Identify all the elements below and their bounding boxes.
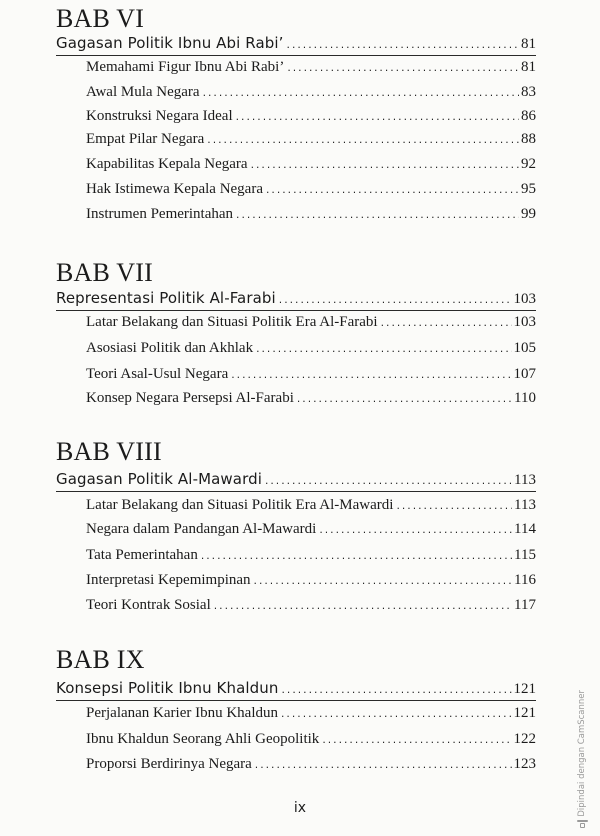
toc-item [86, 181, 536, 201]
item-page: 122 [513, 731, 536, 747]
chapter-page: 113 [514, 472, 536, 488]
dot-leader [286, 41, 519, 51]
item-title: Awal Mula Negara [86, 84, 200, 100]
chapter-title: Gagasan Politik Ibnu Abi Rabi’ [56, 34, 284, 52]
item-page: 121 [513, 705, 536, 721]
toc-item [86, 572, 536, 592]
bab-heading: BAB IX [56, 645, 145, 674]
item-title: Hak Istimewa Kepala Negara [86, 181, 263, 197]
item-page: 95 [521, 181, 536, 197]
dot-leader [286, 64, 519, 74]
dot-leader [380, 319, 512, 329]
dot-leader [230, 371, 511, 381]
dot-leader [321, 736, 511, 746]
dot-leader [213, 602, 512, 612]
toc-item [86, 131, 536, 151]
dot-leader [265, 186, 519, 196]
dot-leader [202, 89, 519, 99]
dot-leader [264, 477, 512, 487]
item-title: Kapabilitas Kepala Negara [86, 156, 248, 172]
item-page: 107 [513, 366, 536, 382]
chapter-title: Konsepsi Politik Ibnu Khaldun [56, 679, 279, 697]
dot-leader [206, 136, 519, 146]
chapter-entry [56, 289, 536, 309]
item-title: Latar Belakang dan Situasi Politik Era Al-Mawardi [86, 497, 394, 513]
chapter-entry [56, 34, 536, 54]
item-title: Interpretasi Kepemimpinan [86, 572, 251, 588]
bab-heading: BAB VIII [56, 437, 162, 466]
toc-item [86, 84, 536, 104]
dot-leader [280, 686, 511, 696]
item-title: Asosiasi Politik dan Akhlak [86, 340, 254, 356]
item-title: Proporsi Berdirinya Negara [86, 756, 252, 772]
toc-item [86, 108, 536, 128]
toc-item [86, 756, 536, 776]
dot-leader [250, 161, 519, 171]
item-title: Instrumen Pemerintahan [86, 206, 234, 222]
item-title: Teori Asal-Usul Negara [86, 366, 229, 382]
chapter-title: Gagasan Politik Al-Mawardi [56, 470, 262, 488]
chapter-page: 81 [521, 36, 536, 52]
dot-leader [296, 395, 512, 405]
chapter-underline [56, 491, 536, 492]
dot-leader [280, 710, 511, 720]
chapter-page: 121 [513, 681, 536, 697]
dot-leader [318, 526, 512, 536]
toc-item [86, 597, 536, 617]
item-page: 81 [521, 59, 536, 75]
toc-item [86, 340, 536, 360]
item-page: 99 [521, 206, 536, 222]
item-page: 116 [514, 572, 536, 588]
item-title: Negara dalam Pandangan Al-Mawardi [86, 521, 317, 537]
toc-item [86, 366, 536, 386]
bab-heading: BAB VII [56, 258, 153, 287]
dot-leader [254, 761, 512, 771]
page-number: ix [293, 800, 307, 816]
chapter-underline [56, 310, 536, 311]
chapter-title: Representasi Politik Al-Farabi [56, 289, 276, 307]
dot-leader [278, 296, 512, 306]
item-title: Empat Pilar Negara [86, 131, 205, 147]
item-page: 105 [513, 340, 536, 356]
toc-item [86, 521, 536, 541]
toc-item [86, 206, 536, 226]
item-page: 86 [521, 108, 536, 124]
toc-item [86, 59, 536, 79]
camscanner-logo-icon [577, 820, 588, 822]
dot-leader [253, 577, 513, 587]
item-page: 114 [514, 521, 536, 537]
item-page: 115 [514, 547, 536, 563]
dot-leader [395, 502, 512, 512]
chapter-underline [56, 700, 536, 701]
toc-item [86, 705, 536, 725]
item-page: 103 [513, 314, 536, 330]
item-page: 92 [521, 156, 536, 172]
chapter-underline [56, 55, 536, 56]
chapter-page: 103 [513, 291, 536, 307]
scanner-watermark [572, 690, 592, 820]
item-title: Memahami Figur Ibnu Abi Rabi’ [86, 59, 285, 75]
item-title: Tata Pemerintahan [86, 547, 198, 563]
toc-item [86, 497, 536, 517]
item-page: 110 [514, 390, 536, 406]
chapter-entry [56, 679, 536, 699]
bab-heading: BAB VI [56, 4, 145, 33]
item-page: 88 [521, 131, 536, 147]
item-page: 83 [521, 84, 536, 100]
item-title: Konstruksi Negara Ideal [86, 108, 233, 124]
item-title: Ibnu Khaldun Seorang Ahli Geopolitik [86, 731, 320, 747]
item-title: Konsep Negara Persepsi Al-Farabi [86, 390, 294, 406]
item-title: Teori Kontrak Sosial [86, 597, 211, 613]
toc-item [86, 731, 536, 751]
dot-leader [235, 113, 519, 123]
watermark-text: Dipindai dengan CamScanner [577, 690, 587, 817]
dot-leader [255, 345, 511, 355]
item-title: Perjalanan Karier Ibnu Khaldun [86, 705, 279, 721]
dot-leader [235, 211, 519, 221]
item-page: 123 [513, 756, 536, 772]
chapter-entry [56, 470, 536, 490]
dot-leader [200, 552, 512, 562]
item-page: 117 [514, 597, 536, 613]
toc-item [86, 390, 536, 410]
toc-item [86, 156, 536, 176]
item-page: 113 [514, 497, 536, 513]
toc-item [86, 314, 536, 334]
item-title: Latar Belakang dan Situasi Politik Era Al-Farabi [86, 314, 378, 330]
toc-item [86, 547, 536, 567]
